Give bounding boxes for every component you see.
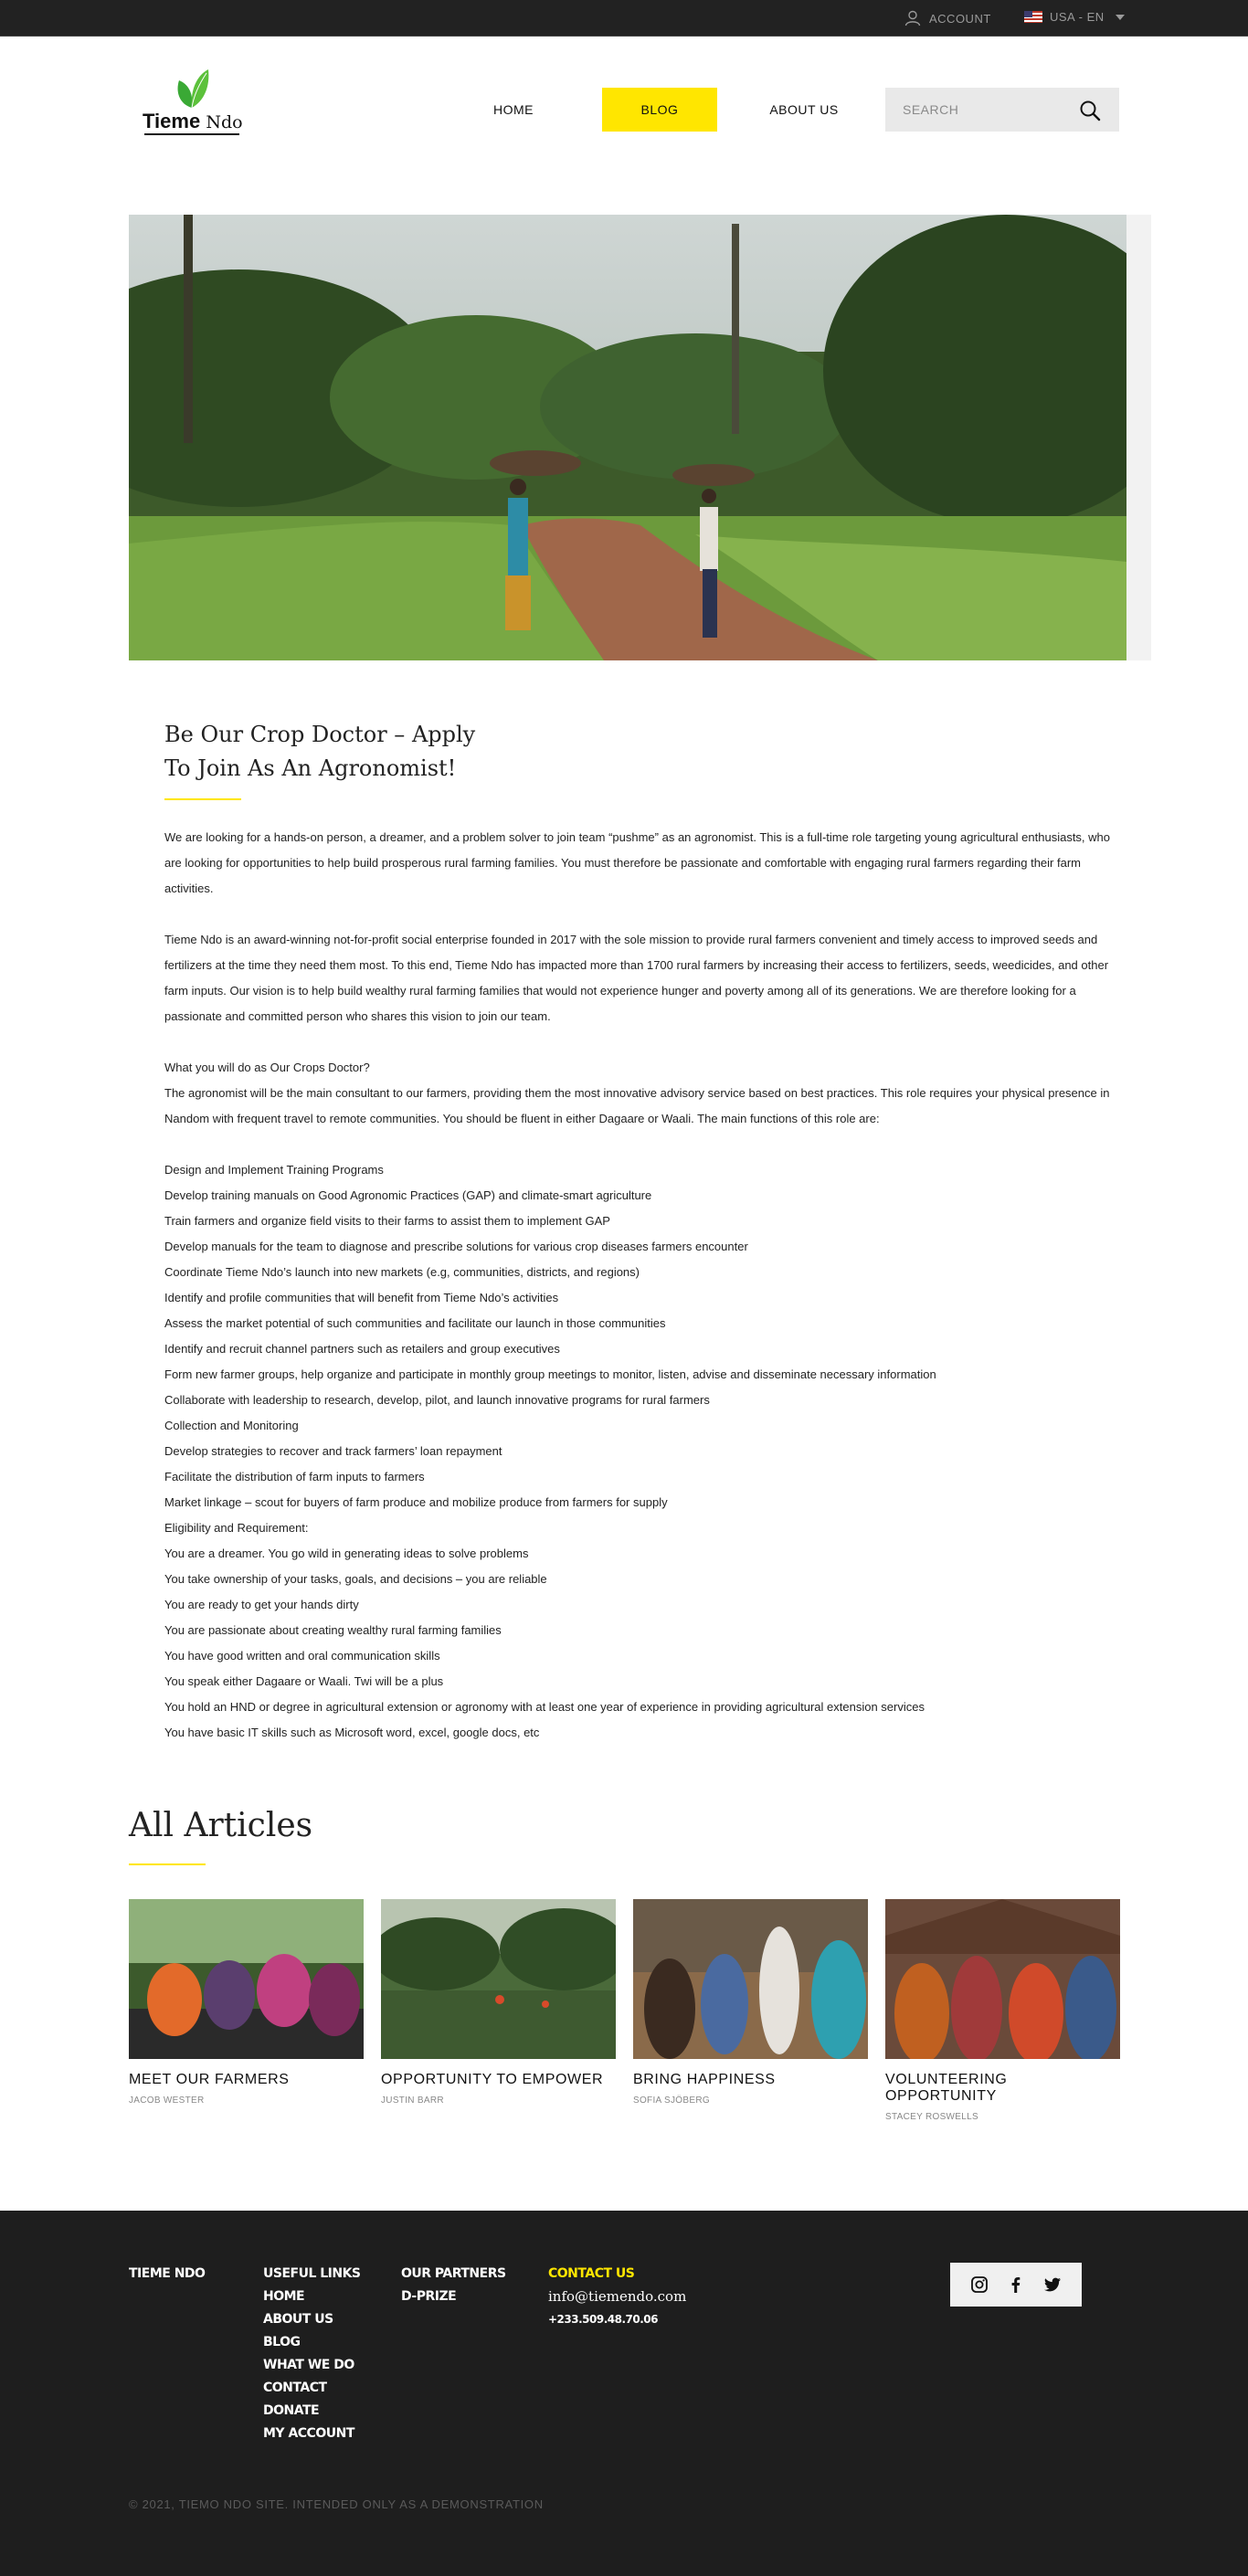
- list-item: Collaborate with leadership to research, develop, pilot, and launch innovative programs for rural farmers: [164, 1393, 710, 1407]
- footer-phone[interactable]: +233.509.48.70.06: [548, 2313, 658, 2326]
- list-item: Assess the market potential of such communities and facilitate our launch in those communities: [164, 1316, 666, 1330]
- list-item: You speak either Dagaare or Waali. Twi will be a plus: [164, 1674, 444, 1688]
- article-thumbnail[interactable]: [885, 1899, 1120, 2059]
- footer-link-about[interactable]: ABOUT US: [263, 2312, 333, 2327]
- title-accent-line: [164, 798, 241, 800]
- list-item: You have basic IT skills such as Microsoft word, excel, google docs, etc: [164, 1726, 540, 1739]
- article-card-title[interactable]: BRING HAPPINESS: [633, 2072, 776, 2087]
- search-box: [885, 88, 1119, 132]
- footer-email[interactable]: info@tiemendo.com: [548, 2288, 687, 2305]
- hero-image-shadow: [1126, 215, 1151, 660]
- footer-useful-links: [263, 2263, 361, 2445]
- footer-link-what-we-do[interactable]: WHAT WE DO: [263, 2358, 354, 2372]
- footer-link-my-account[interactable]: MY ACCOUNT: [263, 2426, 354, 2441]
- footer-partners-head: OUR PARTNERS: [401, 2266, 506, 2281]
- article-card-title[interactable]: OPPORTUNITY TO EMPOWER: [381, 2072, 604, 2087]
- nav-blog[interactable]: BLOG: [602, 88, 717, 132]
- article-card-author: JUSTIN BARR: [381, 2096, 444, 2106]
- search-icon[interactable]: [1079, 100, 1101, 121]
- facebook-icon[interactable]: [1007, 2275, 1025, 2294]
- article-title: [164, 718, 530, 786]
- article-card-title[interactable]: MEET OUR FARMERS: [129, 2072, 290, 2087]
- nav-home[interactable]: HOME: [493, 102, 534, 117]
- footer-link-contact[interactable]: CONTACT: [263, 2381, 327, 2395]
- all-articles-title: All Articles: [129, 1807, 313, 1844]
- article-card-title[interactable]: VOLUNTEERING OPPORTUNITY: [885, 2072, 1008, 2104]
- what-heading: What you will do as Our Crops Doctor?: [164, 1061, 370, 1074]
- account-label: ACCOUNT: [929, 11, 991, 26]
- site-logo[interactable]: [143, 69, 243, 133]
- list-item: You are passionate about creating wealthy rural farming families: [164, 1623, 502, 1637]
- footer-partner-dprize[interactable]: D-PRIZE: [401, 2289, 457, 2304]
- search-input[interactable]: [903, 100, 1067, 119]
- list-item: Facilitate the distribution of farm inputs to farmers: [164, 1470, 425, 1483]
- article-title-line1: Be Our Crop Doctor – Apply: [164, 722, 476, 747]
- logo-underline: [144, 133, 239, 135]
- article-card[interactable]: [633, 1899, 868, 2106]
- article-card-author: STACEY ROSWELLS: [885, 2112, 978, 2122]
- list-item: Develop strategies to recover and track farmers’ loan repayment: [164, 1444, 502, 1458]
- list-item: Identify and profile communities that will benefit from Tieme Ndo’s activities: [164, 1291, 559, 1304]
- article-paragraph: Tieme Ndo is an award-winning not-for-profit social enterprise founded in 2017 with the sole mission to provide rural farmers convenient and timely access to improved seeds and fertilizers at the time they need them most. To this end, Tieme Ndo has impacted more than 1700 rural farmers by increasing their access to fertilizers, seeds, weedicides, and other farm inputs. Our vision is to help build wealthy rural farming families that would not experience hunger and poverty among all of its generations. We are therefore looking for a passionate and committed person who shares this vision to join our team.: [164, 933, 1109, 1023]
- flag-us-icon: [1024, 11, 1042, 23]
- list-item: Coordinate Tieme Ndo’s launch into new markets (e.g, communities, districts, and regions): [164, 1265, 640, 1279]
- role-list: [164, 1157, 1124, 1746]
- twitter-icon[interactable]: [1043, 2275, 1062, 2294]
- article-title-line2: To Join As An Agronomist!: [164, 755, 457, 781]
- list-item: Form new farmer groups, help organize and participate in monthly group meetings to monitor, listen, advise and disseminate necessary information: [164, 1367, 936, 1381]
- list-item: Eligibility and Requirement:: [164, 1521, 309, 1535]
- article-body: [164, 825, 1124, 1746]
- article-card-author: SOFIA SJÖBERG: [633, 2096, 710, 2106]
- logo-text: [143, 110, 243, 133]
- footer-contact: [548, 2263, 686, 2331]
- list-item: Market linkage – scout for buyers of farm produce and mobilize produce from farmers for supply: [164, 1495, 668, 1509]
- footer-brand-column: [129, 2263, 205, 2286]
- nav-about[interactable]: ABOUT US: [769, 102, 839, 117]
- list-item: You hold an HND or degree in agricultural extension or agronomy with at least one year of experience in providing agricultural extension services: [164, 1700, 925, 1714]
- article-paragraph: We are looking for a hands-on person, a dreamer, and a problem solver to join team “pushme” as an agronomist. This is a full-time role targeting young agricultural enthusiasts, who are looking for opportunities to help build prosperous rural farming families. You must therefore be passionate and comfortable with engaging rural farmers regarding their farm activities.: [164, 830, 1110, 895]
- list-item: You take ownership of your tasks, goals, and decisions – you are reliable: [164, 1572, 547, 1586]
- article-card[interactable]: [129, 1899, 364, 2106]
- copyright: © 2021, TIEMO NDO SITE. INTENDED ONLY AS A DEMONSTRATION: [129, 2497, 544, 2511]
- list-item: Identify and recruit channel partners such as retailers and group executives: [164, 1342, 560, 1356]
- footer-contact-head: CONTACT US: [548, 2266, 635, 2281]
- footer-partners: [401, 2263, 506, 2308]
- article-card[interactable]: [885, 1899, 1120, 2122]
- list-item: Collection and Monitoring: [164, 1419, 299, 1432]
- list-item: You are ready to get your hands dirty: [164, 1598, 359, 1611]
- logo-text-main: Tieme: [143, 110, 201, 132]
- language-selector[interactable]: [1024, 10, 1125, 24]
- instagram-icon[interactable]: [970, 2275, 989, 2294]
- article-thumbnail[interactable]: [129, 1899, 364, 2059]
- account-link[interactable]: [904, 10, 991, 26]
- what-paragraph: The agronomist will be the main consultant to our farmers, providing them the most innovative advisory service based on best practices. This role requires your physical presence in Nandom with frequent travel to remote communities. You should be fluent in either Dagaare or Waali. The main functions of this role are:: [164, 1086, 1110, 1125]
- article-thumbnail[interactable]: [633, 1899, 868, 2059]
- hero-image: [129, 215, 1126, 660]
- caret-down-icon: [1116, 15, 1125, 20]
- list-item: You are a dreamer. You go wild in generating ideas to solve problems: [164, 1547, 529, 1560]
- top-bar: [0, 0, 1248, 37]
- list-item: Develop training manuals on Good Agronomic Practices (GAP) and climate-smart agriculture: [164, 1188, 652, 1202]
- footer-useful-links-head: USEFUL LINKS: [263, 2266, 361, 2281]
- all-articles-accent-line: [129, 1863, 206, 1865]
- footer-link-home[interactable]: HOME: [263, 2289, 305, 2304]
- social-links: [950, 2263, 1082, 2307]
- article-card[interactable]: [381, 1899, 616, 2106]
- footer-link-blog[interactable]: BLOG: [263, 2335, 301, 2349]
- language-label: USA - EN: [1050, 10, 1105, 24]
- list-item: Design and Implement Training Programs: [164, 1163, 384, 1177]
- list-item: You have good written and oral communication skills: [164, 1649, 440, 1663]
- list-item: Develop manuals for the team to diagnose and prescribe solutions for various crop diseases farmers encounter: [164, 1240, 748, 1253]
- footer-brand[interactable]: TIEME NDO: [129, 2266, 206, 2281]
- leaf-logo-icon: [174, 69, 210, 108]
- user-icon: [904, 10, 921, 26]
- list-item: Train farmers and organize field visits to their farms to assist them to implement GAP: [164, 1214, 610, 1228]
- article-thumbnail[interactable]: [381, 1899, 616, 2059]
- logo-text-sub: Ndo: [206, 112, 243, 132]
- footer-link-donate[interactable]: DONATE: [263, 2403, 320, 2418]
- article-card-author: JACOB WESTER: [129, 2096, 205, 2106]
